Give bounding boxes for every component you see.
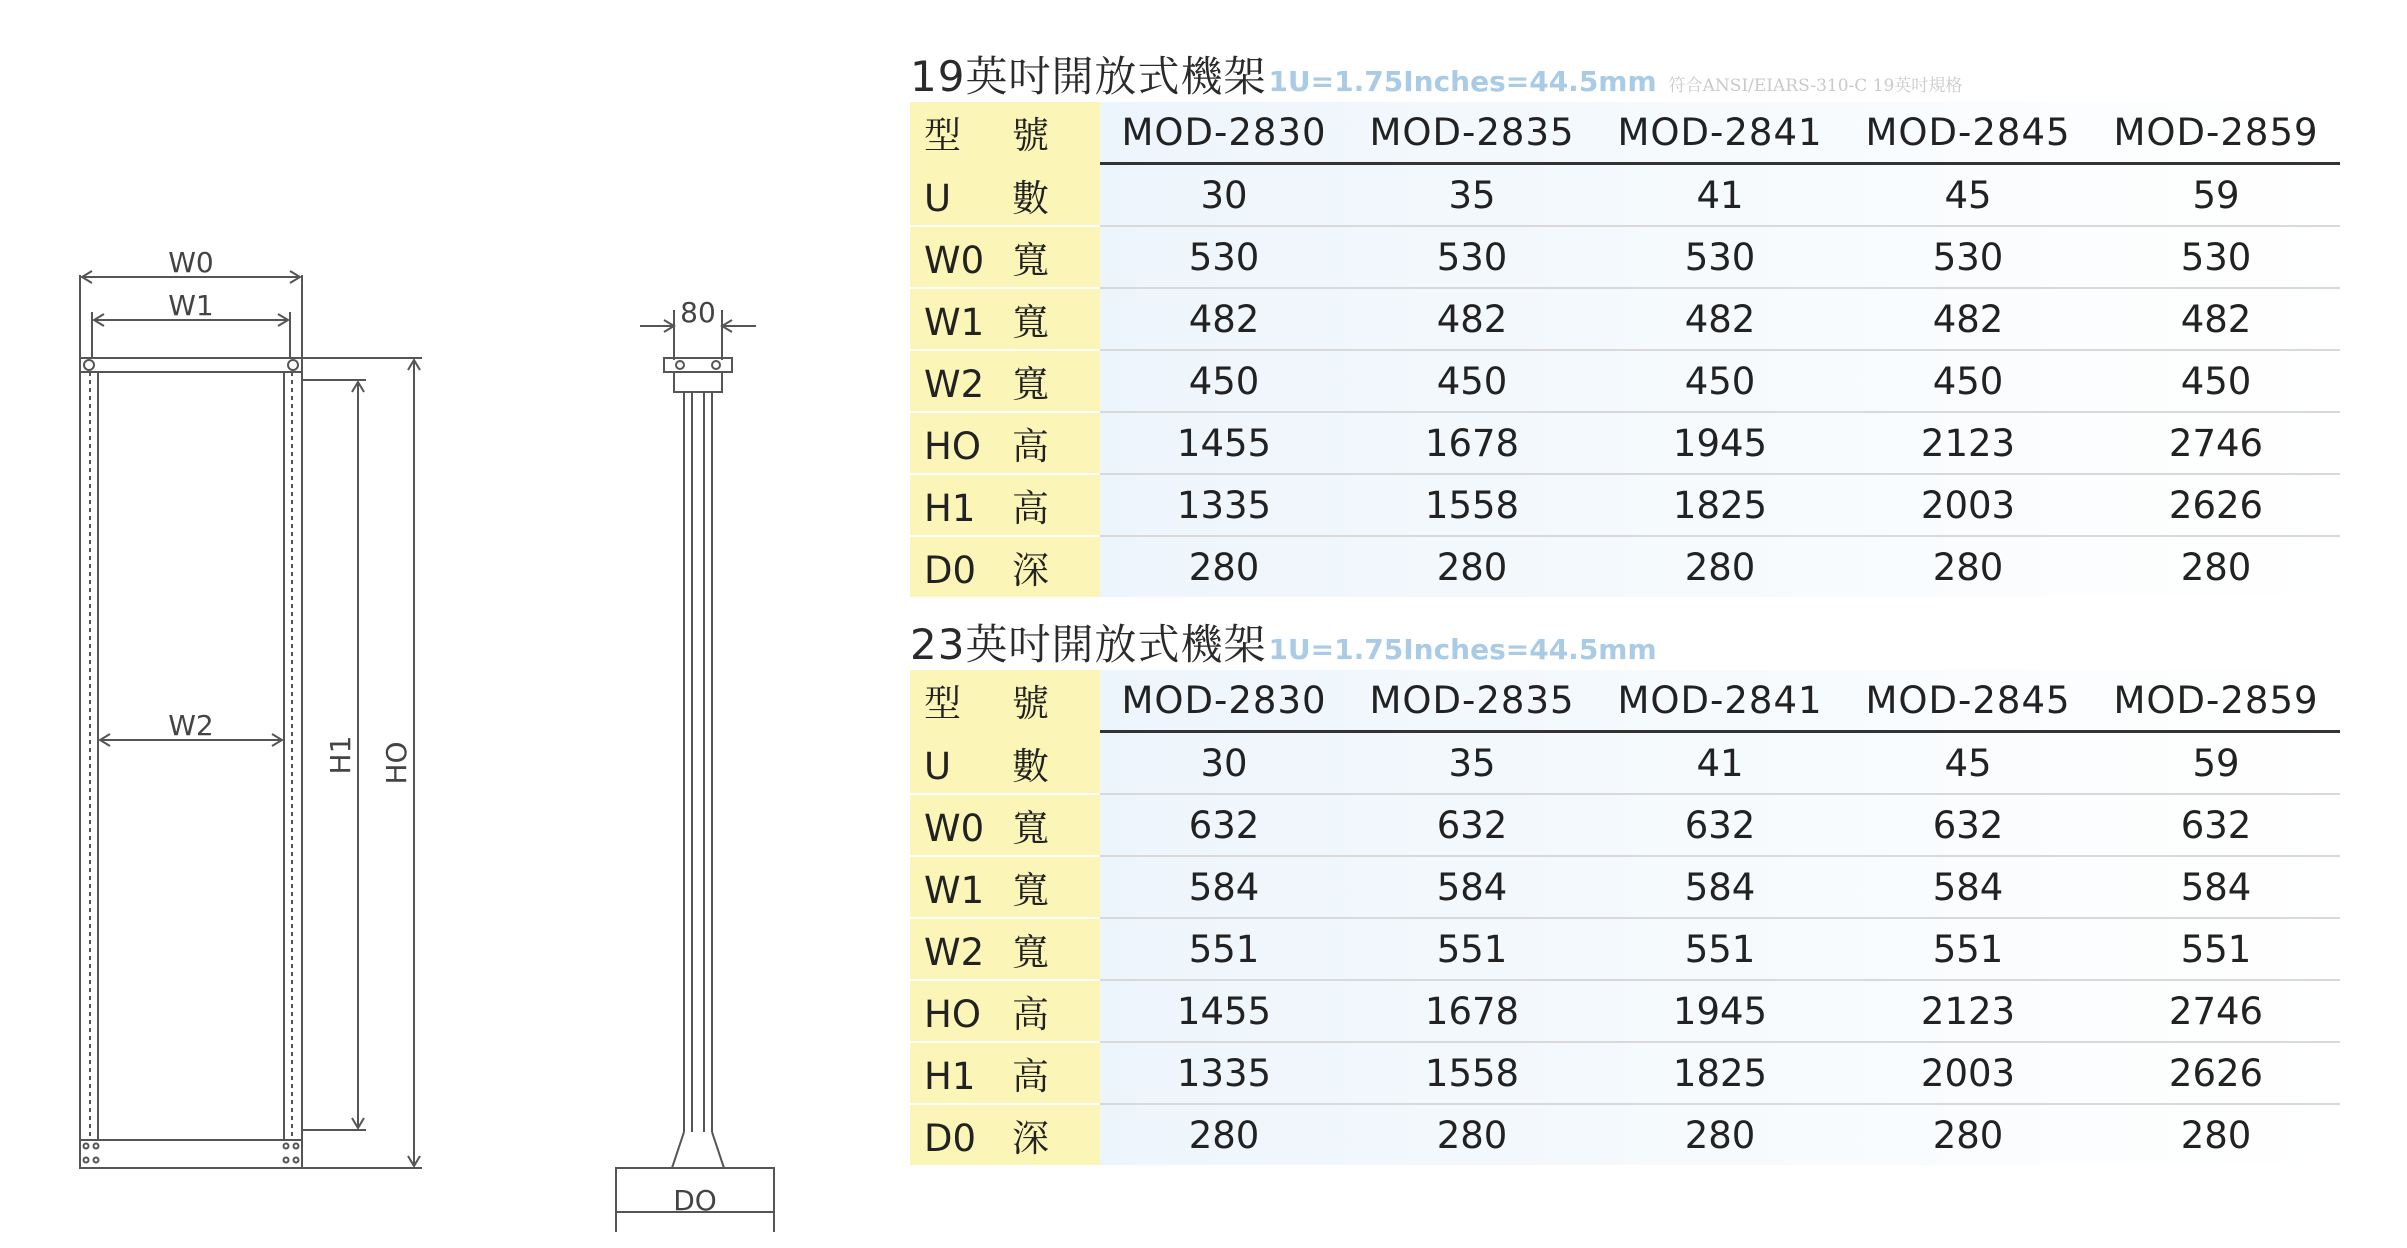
row-label	[910, 1104, 1100, 1165]
row-code: HO	[924, 425, 981, 468]
model-name: MOD-2835	[1348, 102, 1596, 164]
table-cell: 2123	[1844, 412, 2092, 474]
row-label	[910, 536, 1100, 597]
row-code: D0	[924, 549, 977, 592]
table-cell: 2746	[2092, 412, 2340, 474]
row-char: 寬	[1012, 807, 1049, 850]
table-cell: 2003	[1844, 474, 2092, 536]
table-cell: 530	[2092, 226, 2340, 288]
table-row	[910, 412, 2340, 474]
table-cell: 632	[1348, 794, 1596, 856]
table-cell: 41	[1596, 164, 1844, 227]
table-cell: 482	[1348, 288, 1596, 350]
spec-title: 23英吋開放式機架	[910, 620, 1267, 669]
table-cell: 280	[1188, 1113, 1260, 1157]
table-cell: 482	[2092, 288, 2340, 350]
table-cell: 280	[1932, 1113, 2004, 1157]
model-name: MOD-2845	[1844, 102, 2092, 164]
table-cell: 1455	[1100, 980, 1348, 1042]
table-cell: 482	[1100, 288, 1348, 350]
side-view-drawing	[0, 0, 800, 1248]
table-row	[910, 732, 2340, 795]
h1-label: H1	[324, 735, 357, 775]
table-cell: 482	[1844, 288, 2092, 350]
row-label	[910, 918, 1100, 980]
row-code: W1	[924, 869, 985, 912]
row-label	[910, 980, 1100, 1042]
spec-title: 19英吋開放式機架	[910, 52, 1267, 101]
table-row	[910, 1104, 2340, 1165]
row-code: W1	[924, 301, 985, 344]
row-char: 寬	[1012, 363, 1049, 406]
table-row	[910, 856, 2340, 918]
table-cell: 450	[1844, 350, 2092, 412]
table-cell: 280	[1188, 545, 1260, 589]
table-cell: 482	[1596, 288, 1844, 350]
table-cell: 551	[1596, 918, 1844, 980]
table-cell: 530	[1348, 226, 1596, 288]
table-cell: 450	[1596, 350, 1844, 412]
row-char: 數	[1012, 745, 1049, 788]
table-cell: 584	[1844, 856, 2092, 918]
table-row	[910, 350, 2340, 412]
row-code: U	[924, 745, 952, 788]
row-code: HO	[924, 993, 981, 1036]
table-cell: 450	[2092, 350, 2340, 412]
table-row	[910, 536, 2340, 597]
table-header-row	[910, 670, 2340, 732]
table-cell: 551	[1348, 918, 1596, 980]
row-code: U	[924, 177, 952, 220]
table-cell: 584	[2092, 856, 2340, 918]
row-char: 高	[1012, 487, 1049, 530]
top-width-label: 80	[680, 296, 716, 329]
table-cell: 1335	[1100, 1042, 1348, 1104]
table-cell: 59	[2092, 732, 2340, 795]
row-label	[910, 1042, 1100, 1104]
row-code: H1	[924, 487, 976, 530]
row-code: H1	[924, 1055, 976, 1098]
w0-label: W0	[168, 246, 214, 279]
model-name: MOD-2841	[1596, 102, 1844, 164]
row-label	[910, 732, 1100, 795]
row-code: W2	[924, 363, 985, 406]
row-label	[910, 226, 1100, 288]
row-label	[910, 412, 1100, 474]
table-cell: 30	[1100, 164, 1348, 227]
spec-title-row	[910, 612, 1657, 672]
table-cell: 530	[1844, 226, 2092, 288]
row-char: 寬	[1012, 931, 1049, 974]
d0-label: DO	[673, 1184, 717, 1217]
table-cell: 30	[1100, 732, 1348, 795]
row-char: 深	[1012, 549, 1049, 592]
table-cell: 1678	[1348, 412, 1596, 474]
standard-note: 符合ANSI/EIARS-310-C 19英吋規格	[1668, 76, 1963, 96]
model-name: MOD-2841	[1596, 670, 1844, 732]
table-cell: 2746	[2092, 980, 2340, 1042]
table-cell: 280	[2180, 1113, 2252, 1157]
row-label	[910, 794, 1100, 856]
table-cell: 2123	[1844, 980, 2092, 1042]
row-code: D0	[924, 1117, 977, 1160]
table-row	[910, 474, 2340, 536]
row-code: W2	[924, 931, 985, 974]
table-cell: 41	[1596, 732, 1844, 795]
table-row	[910, 288, 2340, 350]
table-cell: 632	[1596, 794, 1844, 856]
table-cell: 1558	[1348, 474, 1596, 536]
table-cell: 280	[1932, 545, 2004, 589]
unit-note: 1U=1.75Inches=44.5mm	[1268, 65, 1657, 98]
spec-title-row	[910, 44, 1962, 104]
w2-label: W2	[168, 709, 214, 742]
row-char: 寬	[1012, 239, 1049, 282]
row-char: 號	[1012, 114, 1050, 157]
row-label	[910, 350, 1100, 412]
w1-label: W1	[168, 289, 214, 322]
model-name: MOD-2859	[2092, 670, 2340, 732]
table-cell: 280	[1684, 545, 1756, 589]
model-name: MOD-2859	[2092, 102, 2340, 164]
model-name: MOD-2830	[1100, 670, 1348, 732]
table-row	[910, 164, 2340, 227]
table-cell: 450	[1348, 350, 1596, 412]
table-cell: 1945	[1596, 412, 1844, 474]
table-cell: 2003	[1844, 1042, 2092, 1104]
table-cell: 551	[2092, 918, 2340, 980]
table-cell: 280	[1684, 1113, 1756, 1157]
model-name: MOD-2830	[1100, 102, 1348, 164]
row-code: W0	[924, 807, 985, 850]
row-label	[910, 288, 1100, 350]
table-cell: 584	[1348, 856, 1596, 918]
table-cell: 632	[2092, 794, 2340, 856]
row-label	[910, 102, 1100, 164]
table-cell: 45	[1844, 164, 2092, 227]
row-char: 寬	[1012, 869, 1049, 912]
table-cell: 632	[1844, 794, 2092, 856]
row-label	[910, 474, 1100, 536]
row-label	[910, 670, 1100, 732]
table-row	[910, 980, 2340, 1042]
row-code: 型	[924, 114, 962, 157]
row-label	[910, 164, 1100, 227]
row-code: 型	[924, 682, 962, 725]
row-char: 號	[1012, 682, 1050, 725]
table-cell: 35	[1348, 732, 1596, 795]
table-cell: 584	[1100, 856, 1348, 918]
table-cell: 1455	[1100, 412, 1348, 474]
table-cell: 59	[2092, 164, 2340, 227]
table-row	[910, 226, 2340, 288]
row-char: 寬	[1012, 301, 1049, 344]
table-cell: 584	[1596, 856, 1844, 918]
table-cell: 1825	[1596, 1042, 1844, 1104]
table-cell: 280	[2180, 545, 2252, 589]
row-label	[910, 856, 1100, 918]
table-cell: 632	[1100, 794, 1348, 856]
table-cell: 1945	[1596, 980, 1844, 1042]
row-code: W0	[924, 239, 985, 282]
table-cell: 530	[1100, 226, 1348, 288]
table-cell: 45	[1844, 732, 2092, 795]
table-cell: 1558	[1348, 1042, 1596, 1104]
table-cell: 1825	[1596, 474, 1844, 536]
table-cell: 1335	[1100, 474, 1348, 536]
h0-label: HO	[380, 741, 413, 785]
row-char: 高	[1012, 993, 1049, 1036]
table-cell: 35	[1348, 164, 1596, 227]
model-name: MOD-2845	[1844, 670, 2092, 732]
table-cell: 280	[1436, 545, 1508, 589]
table-cell: 2626	[2092, 474, 2340, 536]
table-cell: 1678	[1348, 980, 1596, 1042]
spec-table-23-inch	[910, 670, 2340, 1165]
table-cell: 530	[1596, 226, 1844, 288]
row-char: 高	[1012, 1055, 1049, 1098]
row-char: 深	[1012, 1117, 1049, 1160]
table-cell: 551	[1100, 918, 1348, 980]
table-row	[910, 794, 2340, 856]
table-cell: 450	[1100, 350, 1348, 412]
table-cell: 551	[1844, 918, 2092, 980]
row-char: 數	[1012, 177, 1049, 220]
table-cell: 2626	[2092, 1042, 2340, 1104]
model-name: MOD-2835	[1348, 670, 1596, 732]
unit-note: 1U=1.75Inches=44.5mm	[1268, 633, 1657, 666]
table-header-row	[910, 102, 2340, 164]
table-row	[910, 918, 2340, 980]
table-cell: 280	[1436, 1113, 1508, 1157]
row-char: 高	[1012, 425, 1049, 468]
spec-table-19-inch	[910, 102, 2340, 597]
table-row	[910, 1042, 2340, 1104]
